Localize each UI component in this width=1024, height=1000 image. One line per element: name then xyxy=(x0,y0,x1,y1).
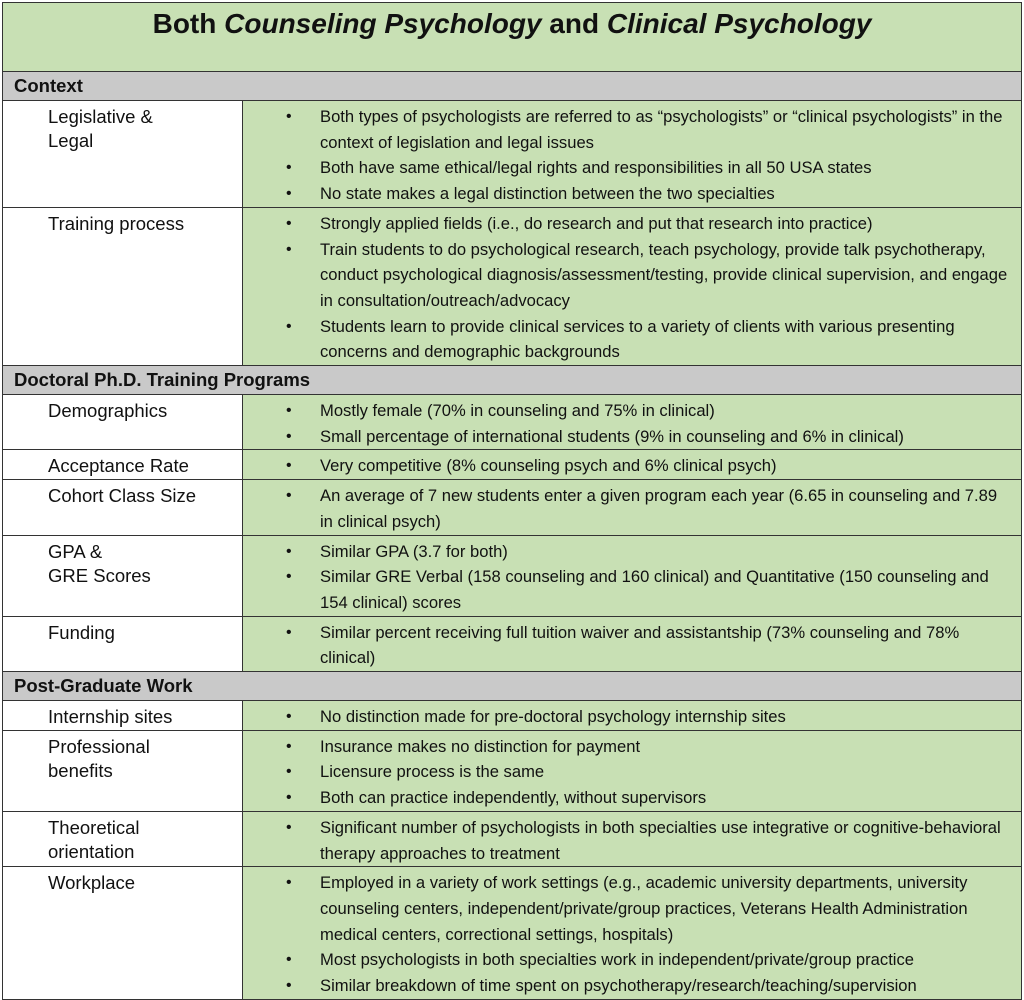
row-label xyxy=(3,811,243,866)
row-label-line: Theoretical xyxy=(48,816,140,838)
table-row xyxy=(3,811,1022,866)
bullet-item: • Similar percent receiving full tuition waiver and assistantship (73% counseling and 78% clinical) xyxy=(243,620,1011,671)
table-row xyxy=(3,535,1022,616)
bullet-list xyxy=(243,104,1011,207)
row-label-line: orientation xyxy=(48,840,135,862)
bullet-item: • No distinction made for pre-doctoral psychology internship sites xyxy=(243,704,1011,730)
row-label-line: Professional xyxy=(48,735,150,757)
title-conjunction: and xyxy=(541,8,607,39)
bullet-list xyxy=(243,453,1011,479)
bullet-item: • Strongly applied fields (i.e., do research and put that research into practice) xyxy=(243,211,1011,237)
row-content xyxy=(243,701,1022,731)
row-label-line: Training process xyxy=(48,212,185,234)
title-prefix: Both xyxy=(152,8,225,39)
bullet-item: • Both can practice independently, without supervisors xyxy=(243,785,1011,811)
bullet-item: • Most psychologists in both specialties work in independent/private/group practice xyxy=(243,947,1011,973)
section-header-row xyxy=(3,72,1022,101)
section-header-doctoral-ph-d-training-programs: Doctoral Ph.D. Training Programs xyxy=(3,366,1022,395)
bullet-list xyxy=(243,815,1011,866)
row-content xyxy=(243,867,1022,1000)
bullet-item: • No state makes a legal distinction between the two specialties xyxy=(243,181,1011,207)
bullet-item: • Students learn to provide clinical services to a variety of clients with various presenting concerns and demographic backgrounds xyxy=(243,314,1011,365)
title-row xyxy=(3,3,1022,72)
row-content xyxy=(243,730,1022,811)
row-label xyxy=(3,480,243,535)
bullet-item: • Similar GPA (3.7 for both) xyxy=(243,539,1011,565)
section-header-context: Context xyxy=(3,72,1022,101)
title-clinical-psychology: Clinical Psychology xyxy=(606,8,872,39)
table-row xyxy=(3,450,1022,480)
bullet-list xyxy=(243,734,1011,811)
bullet-list xyxy=(243,398,1011,449)
row-label xyxy=(3,616,243,671)
table-row xyxy=(3,730,1022,811)
row-label-line: GRE Scores xyxy=(48,564,151,586)
row-label xyxy=(3,101,243,208)
comparison-table xyxy=(2,2,1022,1000)
row-content xyxy=(243,535,1022,616)
row-content xyxy=(243,450,1022,480)
bullet-item: • Significant number of psychologists in both specialties use integrative or cognitive-behavioral therapy approaches to treatment xyxy=(243,815,1011,866)
row-label xyxy=(3,867,243,1000)
bullet-item: • Mostly female (70% in counseling and 75% in clinical) xyxy=(243,398,1011,424)
row-content xyxy=(243,616,1022,671)
row-content xyxy=(243,395,1022,450)
bullet-item: • Both types of psychologists are referred to as “psychologists” or “clinical psychologists” in the context of legislation and legal issues xyxy=(243,104,1011,155)
row-label-line: benefits xyxy=(48,759,113,781)
bullet-item: • Small percentage of international students (9% in counseling and 6% in clinical) xyxy=(243,424,1011,450)
row-content xyxy=(243,101,1022,208)
row-label xyxy=(3,535,243,616)
row-label xyxy=(3,395,243,450)
table-body xyxy=(3,3,1022,1000)
table-row xyxy=(3,207,1022,365)
row-label-line: Cohort Class Size xyxy=(48,485,197,507)
bullet-list xyxy=(243,620,1011,671)
table-row xyxy=(3,480,1022,535)
row-label-line: Internship sites xyxy=(48,706,173,728)
row-content xyxy=(243,207,1022,365)
bullet-item: • Train students to do psychological research, teach psychology, provide talk psychotherapy, conduct psychological diagnosis/assessment/testing, provide clinical supervision, and engage in consultation/outreach/advocacy xyxy=(243,237,1011,314)
bullet-item: • An average of 7 new students enter a given program each year (6.65 in counseling and 7.89 in clinical psych) xyxy=(243,483,1011,534)
bullet-item: • Very competitive (8% counseling psych and 6% clinical psych) xyxy=(243,453,1011,479)
row-content xyxy=(243,480,1022,535)
title-cell xyxy=(3,3,1022,72)
row-label-line: Acceptance Rate xyxy=(48,455,189,477)
section-header-row xyxy=(3,366,1022,395)
bullet-list xyxy=(243,704,1011,730)
row-label xyxy=(3,207,243,365)
row-label-line: Funding xyxy=(48,621,115,643)
row-label xyxy=(3,450,243,480)
row-label xyxy=(3,701,243,731)
table-row xyxy=(3,101,1022,208)
bullet-item: • Insurance makes no distinction for payment xyxy=(243,734,1011,760)
table-row xyxy=(3,395,1022,450)
bullet-item: • Both have same ethical/legal rights and responsibilities in all 50 USA states xyxy=(243,155,1011,181)
bullet-item: • Similar GRE Verbal (158 counseling and 160 clinical) and Quantitative (150 counseling and 154 clinical) scores xyxy=(243,564,1011,615)
row-content xyxy=(243,811,1022,866)
page-title xyxy=(3,3,1021,38)
section-header-post-graduate-work: Post-Graduate Work xyxy=(3,672,1022,701)
table-row xyxy=(3,701,1022,731)
bullet-list xyxy=(243,539,1011,616)
bullet-list xyxy=(243,483,1011,534)
bullet-list xyxy=(243,870,1011,999)
bullet-item: • Employed in a variety of work settings (e.g., academic university departments, university counseling centers, independent/private/group practices, Veterans Health Administration medical centers, correctional settings, hospitals) xyxy=(243,870,1011,947)
row-label-line: Demographics xyxy=(48,400,168,422)
row-label xyxy=(3,730,243,811)
table-row xyxy=(3,616,1022,671)
bullet-item: • Licensure process is the same xyxy=(243,759,1011,785)
bullet-item: • Similar breakdown of time spent on psychotherapy/research/teaching/supervision xyxy=(243,973,1011,999)
row-label-line: GPA & xyxy=(48,540,103,562)
row-label-line: Workplace xyxy=(48,872,136,894)
table-row xyxy=(3,867,1022,1000)
section-header-row xyxy=(3,672,1022,701)
row-label-line: Legal xyxy=(48,130,94,151)
bullet-list xyxy=(243,211,1011,365)
title-counseling-psychology: Counseling Psychology xyxy=(224,8,542,39)
row-label-line: Legislative & xyxy=(48,106,153,127)
